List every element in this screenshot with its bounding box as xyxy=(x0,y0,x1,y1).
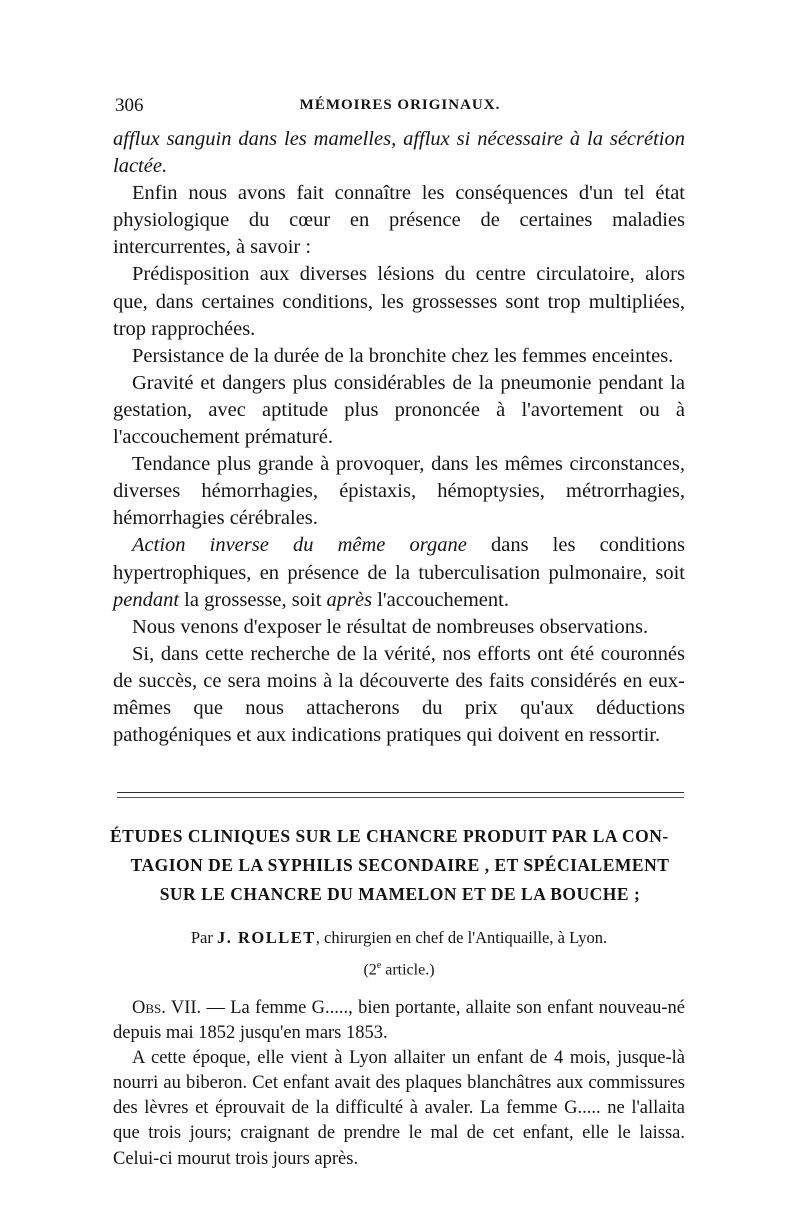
paragraph-2: Enfin nous avons fait connaître les conséquences d'un tel état physiologique du cœur en présence de certaines maladies intercurrentes, à savoir : xyxy=(113,182,685,259)
paragraph-7-italic-2: pendant xyxy=(113,588,180,611)
paragraph-6: Tendance plus grande à provoquer, dans les mêmes circonstances, diverses hémorrhagies, épistaxis, hémoptysies, métrorrhagies, hémorrhagies cérébrales. xyxy=(113,453,685,530)
paragraph-7-italic-1: Action inverse du même organe xyxy=(132,534,467,557)
paragraph-7-text-2: la grossesse, soit xyxy=(179,588,327,611)
section-separator-rule-thin xyxy=(117,797,684,798)
article-title-line-1: ÉTUDES CLINIQUES SUR LE CHANCRE PRODUIT PAR LA CON- xyxy=(110,826,669,846)
byline xyxy=(113,928,685,948)
page-header xyxy=(115,95,685,119)
observation-paragraph-2: A cette époque, elle vient à Lyon allaiter un enfant de 4 mois, jusque-là nourri au biberon. Cet enfant avait des plaques blanchâtres aux commissures des lèvres et éprouvait de la difficulté à avaler. La femme G..... ne l'allaita que trois jours; craignant de prendre le mal de cet enfant, elle le laissa. Celui-ci mourut trois jours après. xyxy=(113,1048,685,1169)
observation-label: Obs. VII. xyxy=(132,998,202,1018)
article-title-line-2: TAGION DE LA SYPHILIS SECONDAIRE , ET SPÉCIALEMENT xyxy=(130,855,670,875)
body-text xyxy=(113,126,685,749)
observation-paragraph-1 xyxy=(113,996,685,1046)
observation-paragraph-1-text: — La femme G....., bien portante, allaite son enfant nouveau-né depuis mai 1852 jusqu'en mars 1853. xyxy=(113,998,686,1044)
article-number-open: (2 xyxy=(363,961,377,979)
observation-text xyxy=(113,996,685,1172)
paragraph-5: Gravité et dangers plus considérables de la pneumonie pendant la gestation, avec aptitude plus prononcée à l'avortement ou à l'accouchement prématuré. xyxy=(113,371,685,449)
running-head: MÉMOIRES ORIGINAUX. xyxy=(299,97,501,113)
paragraph-7-italic-3: après xyxy=(326,588,373,611)
paragraph-1 xyxy=(113,126,685,180)
section-separator-rule xyxy=(117,792,684,793)
byline-prefix: Par xyxy=(190,928,217,947)
author-name: J. ROLLET xyxy=(217,928,316,947)
article-title xyxy=(110,822,690,909)
paragraph-3: Prédisposition aux diverses lésions du centre circulatoire, alors que, dans certaines conditions, les grossesses sont trop multipliées, trop rapprochées. xyxy=(113,263,685,340)
article-number-close: article.) xyxy=(381,961,435,979)
article-number-sup: e xyxy=(376,960,382,971)
paragraph-9: Si, dans cette recherche de la vérité, nos efforts ont été couronnés de succès, ce sera moins à la découverte des faits considérés en eux-mêmes que nous attacherons du prix qu'aux déductions pathogéniques et aux indications pratiques qui doivent en ressortir. xyxy=(113,642,685,747)
article-number xyxy=(113,960,685,979)
paragraph-7 xyxy=(113,532,685,613)
paragraph-7-text-3: l'accouchement. xyxy=(372,588,509,611)
page-number: 306 xyxy=(115,95,144,116)
paragraph-8: Nous venons d'exposer le résultat de nombreuses observations. xyxy=(132,615,649,638)
paragraph-4: Persistance de la durée de la bronchite chez les femmes enceintes. xyxy=(132,344,674,367)
byline-affiliation: , chirurgien en chef de l'Antiquaille, à Lyon. xyxy=(315,928,608,947)
paragraph-1-italic: afflux sanguin dans les mamelles, afflux si nécessaire à la sécrétion lactée. xyxy=(113,128,685,178)
paragraph-7-text-1: dans les conditions hypertrophiques, en présence de la tuberculisation pulmonaire, soit xyxy=(113,534,685,584)
article-title-line-3: SUR LE CHANCRE DU MAMELON ET DE LA BOUCHE ; xyxy=(159,884,641,904)
